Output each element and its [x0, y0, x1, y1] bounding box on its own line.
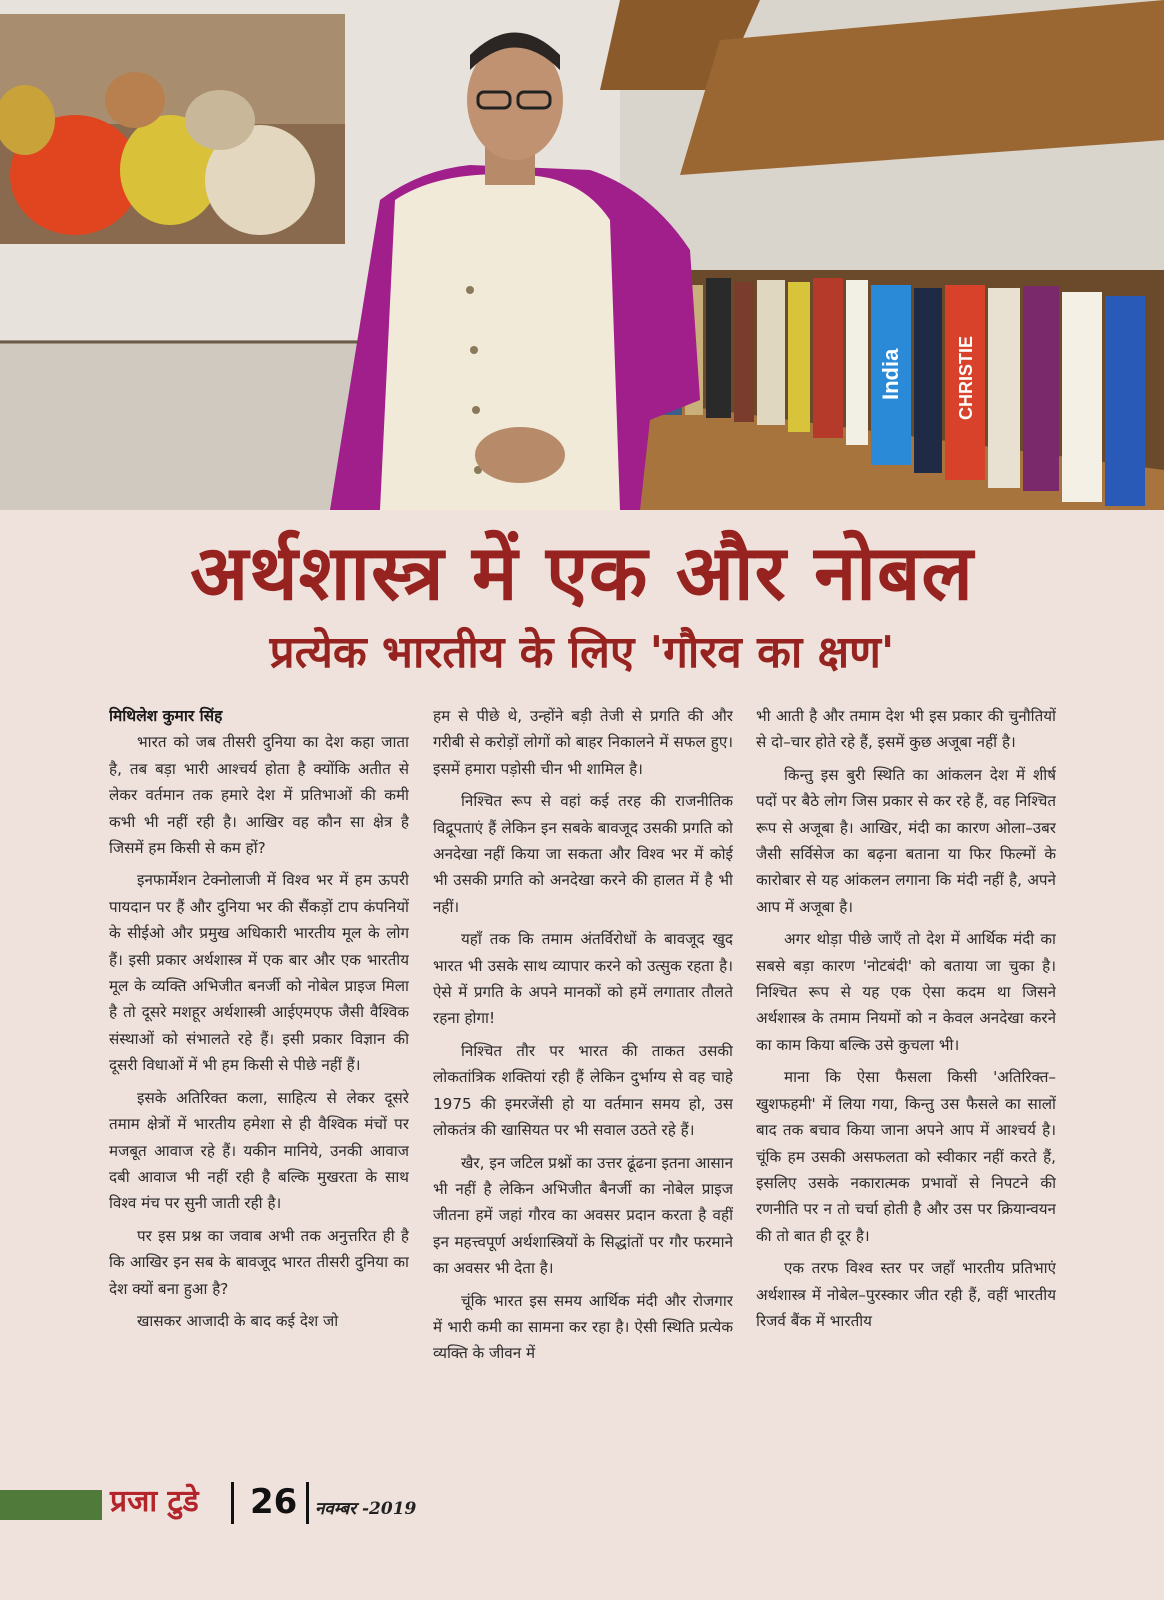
paragraph: इसके अतिरिक्त कला, साहित्य से लेकर दूसरे तमाम क्षेत्रों में भारतीय हमेशा से ही वैश्विक मंचों पर मजबूत आवाज रहे हैं। यकीन मानिये, उनकी आवाज दबी आवाज भी नहीं रही है बल्कि मुखरता के साथ विश्व मंच पर सुनी जाती रही है।	[109, 1088, 409, 1213]
painting-icon	[0, 14, 345, 244]
portrait-photo-icon	[0, 0, 1164, 510]
paragraph: भी आती है और तमाम देश भी इस प्रकार की चुनौतियों से दो–चार होते रहे हैं, इसमें कुछ अजूबा नहीं है।	[756, 707, 1056, 752]
paragraph: इनफार्मेशन टेक्नोलाजी में विश्व भर में हम ऊपरी पायदान पर हैं और दुनिया भर की सैंकड़ों टाप कंपनियों के सीईओ और प्रमुख अधिकारी भारतीय मूल के लोग हैं। इसी प्रकार अर्थशास्त्र में एक बार और एक भारतीय मूल के व्यक्ति अभिजीत बनर्जी को नोबेल प्राइज मिला है तो दूसरे मशहूर अर्थशास्त्री आईएमएफ जैसी वैश्विक संस्थाओं को संभालते रहे हैं। इसी प्रकार विज्ञान की दूसरी विधाओं में भी हम किसी से पीछे नहीं हैं।	[109, 871, 409, 1075]
paragraph: माना कि ऐसा फैसला किसी 'अतिरिक्त–खुशफहमी' में लिया गया, किन्तु उस फैसले का सालों बाद तक बचाव किया जाना अपने आप में आश्चर्य है। चूंकि हम उसकी असफलता को स्वीकार नहीं करते हैं, इसलिए उसके नकारात्मक प्रभावों से निपटने की रणनीति पर न तो चर्चा होती है और उस पर क्रियान्वयन की तो बात ही दूर है।	[756, 1068, 1056, 1245]
subheadline: प्रत्येक भारतीय के लिए 'गौरव का क्षण'	[269, 627, 895, 678]
paragraph: हम से पीछे थे, उन्होंने बड़ी तेजी से प्रगति की और गरीबी से करोड़ों लोगों को बाहर निकालने में सफल हुए। इसमें हमारा पड़ोसी चीन भी शामिल है।	[433, 707, 733, 778]
paragraph: चूंकि भारत इस समय आर्थिक मंदी और रोजगार में भारी कमी का सामना कर रहा है। ऐसी स्थिति प्रत्येक व्यक्ति के जीवन में	[433, 1291, 733, 1363]
article-column-3	[756, 703, 1056, 1463]
paragraph: अगर थोड़ा पीछे जाएँ तो देश में आर्थिक मंदी का सबसे बड़ा कारण 'नोटबंदी' को बताया जा चुका है। निश्चित रूप से यह एक ऐसा कदम था जिसने अर्थशास्त्र के तमाम नियमों को न केवल अनदेखा करने का काम किया बल्कि उसे कुचला भी।	[756, 930, 1056, 1054]
paragraph: पर इस प्रश्न का जवाब अभी तक अनुत्तरित ही है कि आखिर इन सब के बावजूद भारत तीसरी दुनिया का देश क्यों बना हुआ है?	[109, 1226, 409, 1298]
article-photo	[0, 0, 1164, 510]
footer-divider	[231, 1482, 234, 1524]
page-number: 26	[250, 1482, 298, 1522]
article-column-1	[109, 703, 409, 1463]
book-spine-india: India	[878, 348, 903, 400]
paragraph: यहाँ तक कि तमाम अंतर्विरोधों के बावजूद खुद भारत भी उसके साथ व्यापार करने को उत्सुक रहता है। ऐसे में प्रगति के अपने मानकों को हमें लगातार तौलते रहना होगा!	[433, 930, 733, 1028]
book-spine-christie: CHRISTIE	[956, 335, 976, 420]
issue-date: नवम्बर -2019	[315, 1499, 417, 1519]
paragraph: निश्चित रूप से वहां कई तरह की राजनीतिक विद्रूपताएं हैं लेकिन इन सबके बावजूद उसकी प्रगति को अनदेखा नहीं किया जा सकता और विश्व भर में कोई भी उसकी प्रगति को अनदेखा करने की हालत में है भी नहीं।	[433, 792, 733, 916]
paragraph: भारत को जब तीसरी दुनिया का देश कहा जाता है, तब बड़ा भारी आश्चर्य होता है क्योंकि अतीत से लेकर वर्तमान तक हमारे देश में प्रतिभाओं की कमी कभी भी नहीं रही है। आखिर वह कौन सा क्षेत्र है जिसमें हम किसी से कम हों?	[109, 733, 409, 858]
article-column-2	[433, 703, 733, 1463]
paragraph: खासकर आजादी के बाद कई देश जो	[137, 1311, 339, 1330]
paragraph: निश्चित तौर पर भारत की ताकत उसकी लोकतांत्रिक शक्तियां रही हैं लेकिन दुर्भाग्य से वह चाहे 1975 की इमरजेंसी हो या वर्तमान समय हो, उस लोकतंत्र की खासियत पर भी सवाल उठते रहे हैं।	[433, 1041, 733, 1140]
paragraph: किन्तु इस बुरी स्थिति का आंकलन देश में शीर्ष पदों पर बैठे लोग जिस प्रकार से कर रहे हैं, वह निश्चित रूप से अजूबा है। आखिर, मंदी का कारण ओला–उबर जैसी सर्विसेज का बढ़ना बताना या फिर फिल्मों के कारोबार से यह आंकलन लगाना कि मंदी नहीं है, अपने आप में अजूबा है।	[756, 765, 1056, 916]
footer-accent-bar	[0, 1490, 102, 1520]
paragraph: खैर, इन जटिल प्रश्नों का उत्तर ढूंढना इतना आसान भी नहीं है लेकिन अभिजीत बैनर्जी का नोबेल प्राइज जीतना हमें जहां गौरव का अवसर प्रदान करता है वहीं इन महत्त्वपूर्ण अर्थशास्त्रियों के सिद्धांतों पर गौर फरमाने का अवसर भी देता है।	[433, 1153, 733, 1278]
footer-brand: प्रजा टुडे	[110, 1484, 199, 1519]
headline: अर्थशास्त्र में एक और नोबल	[190, 528, 974, 617]
footer-divider	[306, 1482, 309, 1524]
paragraph: एक तरफ विश्व स्तर पर जहाँ भारतीय प्रतिभाएं अर्थशास्त्र में नोबेल–पुरस्कार जीत रही हैं, वहीं भारतीय रिजर्व बैंक में भारतीय	[756, 1259, 1056, 1330]
byline: मिथिलेश कुमार सिंह	[109, 707, 223, 725]
